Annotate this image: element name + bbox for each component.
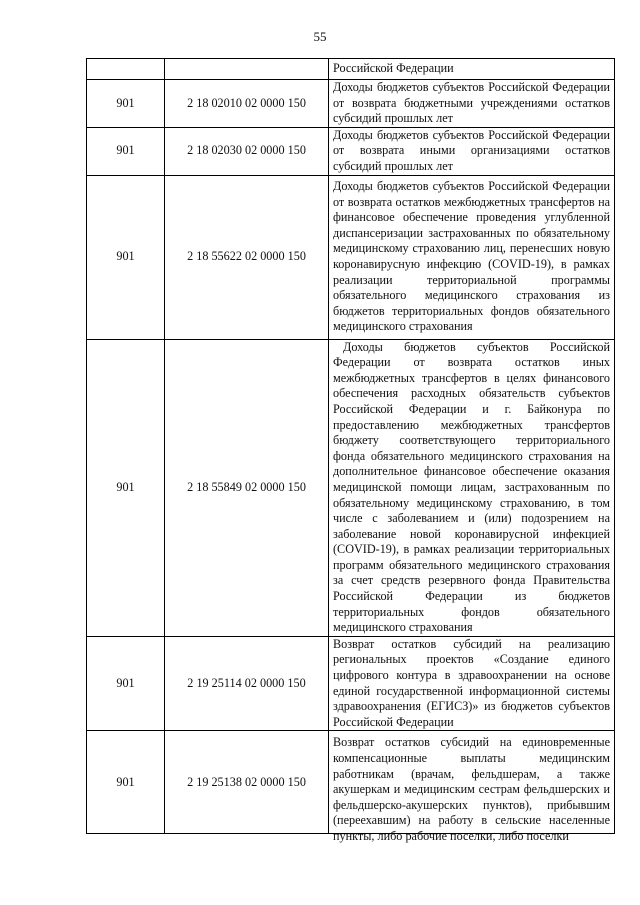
budget-code-cell <box>165 59 329 80</box>
admin-code-cell: 901 <box>87 175 165 339</box>
table-row <box>87 59 615 80</box>
description-text: Возврат остатков субсидий на единовременные компенсационные выплаты медицинским работникам (врачам, фельдшерам, а также акушеркам и медицинским сестрам фельдшерских и фельдшерско-акушерских пунктов), прибывшим (переехавшим) на работу в сельские населенные пункты, либо рабочие поселки, либо поселки <box>333 735 610 843</box>
description-cell: Доходы бюджетов субъектов Российской Федерации от возврата остатков межбюджетных трансфертов на финансовое обеспечение проведения углубленной диспансеризации застрахованных по обязательному медицинскому страхованию лиц, перенесших новую коронавирусную инфекцию (COVID-19), в рамках реализации территориальной программы обязательного медицинского страхования из бюджетов территориальных фондов обязательного медицинского страхования <box>329 175 615 339</box>
table-row <box>87 80 615 128</box>
admin-code-cell: 901 <box>87 127 165 175</box>
table-row <box>87 636 615 731</box>
table-row <box>87 175 615 339</box>
description-cell: Возврат остатков субсидий на реализацию региональных проектов «Создание единого цифрового контура в здравоохранении на основе единой государственной информационной системы здравоохранения (ЕГИСЗ)» из бюджетов субъектов Российской Федерации <box>329 636 615 731</box>
description-cell: Доходы бюджетов субъектов Российской Федерации от возврата бюджетными учреждениями остатков субсидий прошлых лет <box>329 80 615 128</box>
table-row <box>87 731 615 834</box>
budget-code-cell: 2 18 02010 02 0000 150 <box>165 80 329 128</box>
description-cell <box>329 731 615 843</box>
budget-code-cell: 2 18 55849 02 0000 150 <box>165 339 329 636</box>
admin-code-cell: 901 <box>87 339 165 636</box>
admin-code-cell: 901 <box>87 731 165 834</box>
budget-code-cell: 2 19 25138 02 0000 150 <box>165 731 329 834</box>
budget-code-cell: 2 18 02030 02 0000 150 <box>165 127 329 175</box>
budget-code-cell: 2 19 25114 02 0000 150 <box>165 636 329 731</box>
budget-code-cell: 2 18 55622 02 0000 150 <box>165 175 329 339</box>
page-number: 55 <box>313 29 327 44</box>
table-row <box>87 127 615 175</box>
description-cell: Доходы бюджетов субъектов Российской Федерации от возврата остатков иных межбюджетных трансфертов в целях финансового обеспечения расходных обязательств субъектов Российской Федерации и г. Байконура по предоставлению межбюджетных трансфертов бюджету соответствующего территориального фонда обязательного медицинского страхования на дополнительное финансовое обеспечение оказания медицинской помощи лицам, застрахованным по обязательному медицинскому страхованию, в том числе с заболеванием и (или) подозрением на заболевание новой коронавирусной инфекцией (COVID-19), в рамках реализации территориальных программ обязательного медицинского страхования за счет средств резервного фонда Правительства Российской Федерации из бюджетов территориальных фондов обязательного медицинского страхования <box>329 339 615 636</box>
description-cell: Российской Федерации <box>329 59 615 80</box>
admin-code-cell: 901 <box>87 636 165 731</box>
budget-revenue-table <box>86 58 615 843</box>
table-row <box>87 339 615 636</box>
admin-code-cell <box>87 59 165 80</box>
description-cell: Доходы бюджетов субъектов Российской Федерации от возврата иными организациями остатков субсидий прошлых лет <box>329 127 615 175</box>
admin-code-cell: 901 <box>87 80 165 128</box>
